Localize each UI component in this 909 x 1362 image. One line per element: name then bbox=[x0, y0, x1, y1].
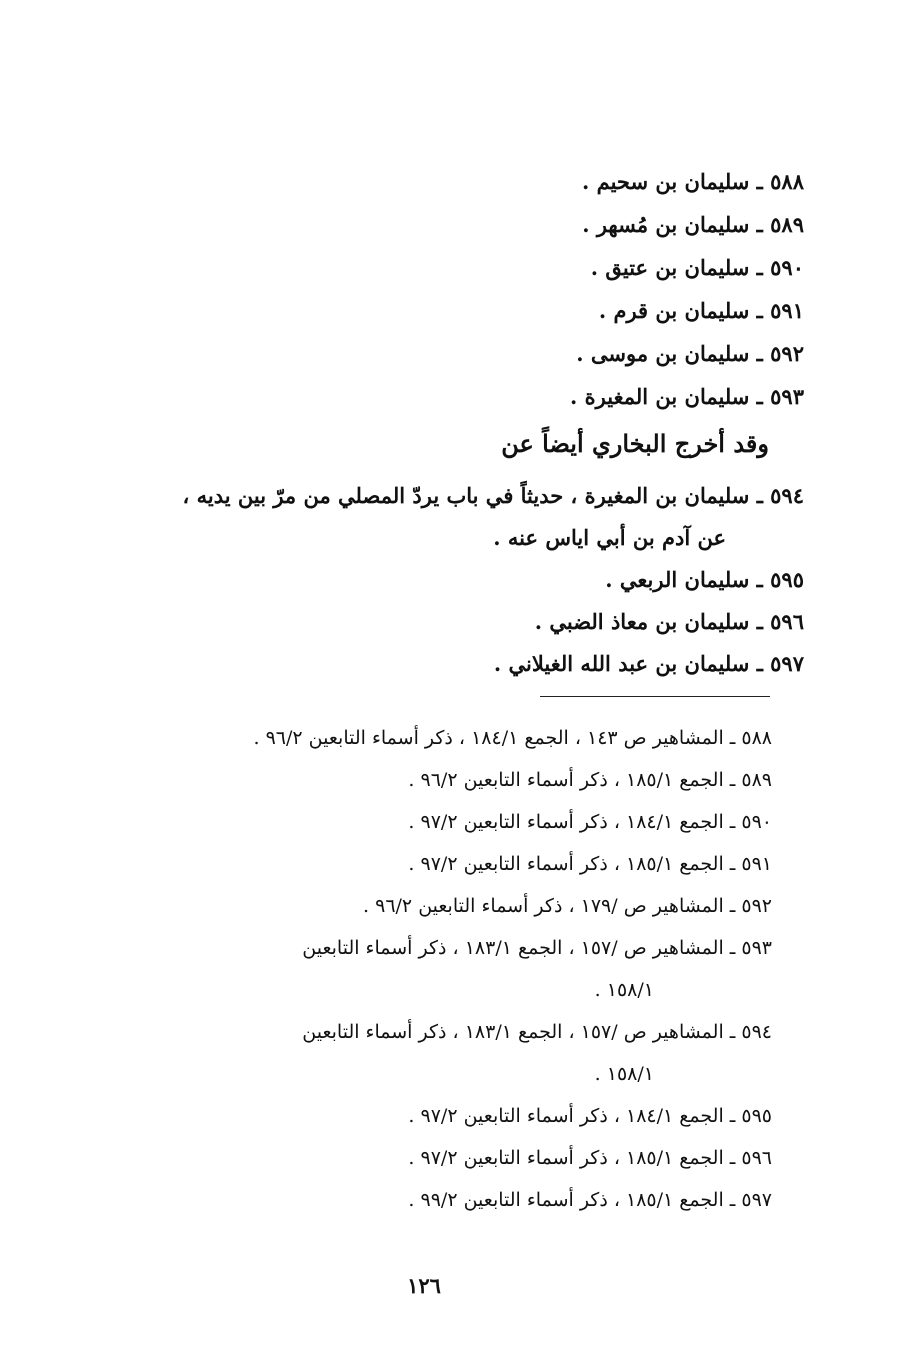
entry-594-line1: ٥٩٤ ـ سليمان بن المغيرة ، حديثاً في باب يردّ المصلي من مرّ بين يديه ، bbox=[182, 483, 804, 508]
footnote-594 bbox=[72, 1011, 772, 1095]
section-heading: وقد أخرج البخاري أيضاً عن bbox=[501, 429, 769, 458]
footnotes bbox=[72, 717, 772, 1221]
footnote-595: ٥٩٥ ـ الجمع ١٨٤/١ ، ذكر أسماء التابعين ٩٧/٢ . bbox=[408, 1105, 772, 1127]
entry-594 bbox=[99, 475, 804, 559]
entry-594-line2: عن آدم بن أبي اياس عنه . bbox=[493, 525, 726, 550]
entry-592: ٥٩٢ ـ سليمان بن موسى . bbox=[576, 341, 804, 366]
footnote-592: ٥٩٢ ـ المشاهير ص /١٧٩ ، ذكر أسماء التابعين ٩٦/٢ . bbox=[363, 895, 772, 917]
footnote-591: ٥٩١ ـ الجمع ١٨٥/١ ، ذكر أسماء التابعين ٩٧/٢ . bbox=[408, 853, 772, 875]
footnote-590: ٥٩٠ ـ الجمع ١٨٤/١ ، ذكر أسماء التابعين ٩٧/٢ . bbox=[408, 811, 772, 833]
footnote-597: ٥٩٧ ـ الجمع ١٨٥/١ ، ذكر أسماء التابعين ٩٩/٢ . bbox=[408, 1189, 772, 1211]
entry-590: ٥٩٠ ـ سليمان بن عتيق . bbox=[590, 255, 804, 280]
footnote-593 bbox=[72, 927, 772, 1011]
footnote-588: ٥٨٨ ـ المشاهير ص ١٤٣ ، الجمع ١٨٤/١ ، ذكر أسماء التابعين ٩٦/٢ . bbox=[253, 727, 772, 749]
footnote-593-line1: ٥٩٣ ـ المشاهير ص /١٥٧ ، الجمع ١٨٣/١ ، ذكر أسماء التابعين bbox=[302, 937, 772, 959]
narrator-list-top bbox=[104, 160, 804, 418]
footnote-594-line1: ٥٩٤ ـ المشاهير ص /١٥٧ ، الجمع ١٨٣/١ ، ذكر أسماء التابعين bbox=[302, 1021, 772, 1043]
footnote-divider bbox=[540, 696, 770, 697]
entry-595: ٥٩٥ ـ سليمان الربعي . bbox=[605, 567, 804, 592]
entry-597: ٥٩٧ ـ سليمان بن عبد الله الغيلاني . bbox=[493, 651, 804, 676]
footnote-593-line2: ١٥٨/١ . bbox=[594, 979, 654, 1001]
footnote-589: ٥٨٩ ـ الجمع ١٨٥/١ ، ذكر أسماء التابعين ٩٦/٢ . bbox=[408, 769, 772, 791]
entry-588: ٥٨٨ ـ سليمان بن سحيم . bbox=[581, 169, 804, 194]
entry-591: ٥٩١ ـ سليمان بن قرم . bbox=[598, 298, 804, 323]
footnote-594-line2: ١٥٨/١ . bbox=[594, 1063, 654, 1085]
narrator-list-bottom bbox=[99, 475, 804, 685]
entry-596: ٥٩٦ ـ سليمان بن معاذ الضبي . bbox=[534, 609, 804, 634]
entry-589: ٥٨٩ ـ سليمان بن مُسهر . bbox=[582, 212, 804, 237]
footnote-596: ٥٩٦ ـ الجمع ١٨٥/١ ، ذكر أسماء التابعين ٩٧/٢ . bbox=[408, 1147, 772, 1169]
entry-593: ٥٩٣ ـ سليمان بن المغيرة . bbox=[570, 384, 804, 409]
page-number: ١٢٦ bbox=[407, 1273, 441, 1298]
